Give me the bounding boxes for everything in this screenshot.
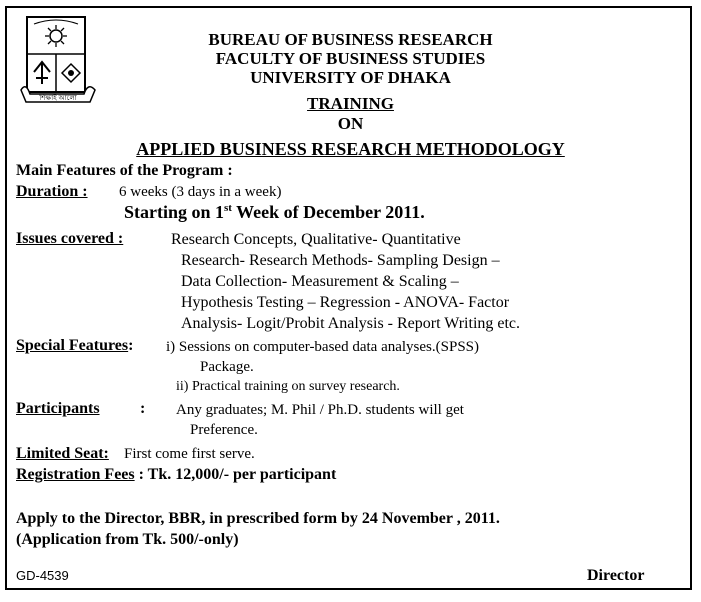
starting-prefix: Starting on 1 [124, 202, 225, 222]
special-features-label: Special Features [16, 337, 129, 354]
participants-line-1: Any graduates; M. Phil / Ph.D. students will get [176, 402, 464, 418]
special-feature-1-cont: Package. [200, 359, 254, 375]
participants-line-2: Preference. [190, 422, 258, 438]
special-features-label-row [16, 337, 133, 355]
main-features-heading: Main Features of the Program : [16, 162, 233, 179]
apply-line-1: Apply to the Director, BBR, in prescribed form by 24 November , 2011. [16, 510, 500, 527]
participants-colon: : [140, 400, 146, 417]
registration-fees-value: : Tk. 12,000/- per participant [138, 466, 337, 483]
limited-seat-label: Limited Seat: [16, 445, 109, 462]
issues-line-4: Hypothesis Testing – Regression - ANOVA- Factor [181, 294, 510, 311]
starting-ordinal: st [224, 202, 232, 214]
registration-fees-label: Registration Fees [16, 466, 135, 483]
header-line-2: FACULTY OF BUSINESS STUDIES [215, 49, 486, 68]
header-training: TRAINING [307, 94, 394, 113]
registration-fees [16, 466, 336, 484]
issues-line-2: Research- Research Methods- Sampling Design – [181, 252, 500, 269]
issues-line-3: Data Collection- Measurement & Scaling – [181, 273, 459, 290]
issues-label: Issues covered : [16, 230, 124, 247]
header-on: ON [337, 114, 364, 133]
starting-suffix: Week of December 2011. [231, 202, 425, 222]
duration-value: 6 weeks (3 days in a week) [119, 184, 282, 200]
apply-line-2: (Application from Tk. 500/-only) [16, 531, 239, 548]
special-feature-2: ii) Practical training on survey research. [176, 379, 400, 394]
crest-motto: শিক্ষাই আলো [39, 94, 77, 102]
header-topic: APPLIED BUSINESS RESEARCH METHODOLOGY [136, 139, 565, 159]
signatory: Director [587, 567, 645, 584]
gd-code: GD-4539 [16, 568, 69, 583]
starting-date [124, 202, 425, 223]
special-feature-1: i) Sessions on computer-based data analyses.(SPSS) [166, 339, 479, 355]
special-features-colon: : [128, 337, 134, 354]
duration-label: Duration : [16, 183, 88, 200]
participants-label: Participants [16, 400, 100, 417]
header-line-3: UNIVERSITY OF DHAKA [250, 68, 451, 87]
issues-line-1: Research Concepts, Qualitative- Quantitative [171, 231, 461, 248]
header-line-1: BUREAU OF BUSINESS RESEARCH [208, 30, 493, 49]
issues-line-5: Analysis- Logit/Probit Analysis - Report Writing etc. [181, 315, 521, 332]
limited-seat-value: First come first serve. [124, 446, 255, 462]
